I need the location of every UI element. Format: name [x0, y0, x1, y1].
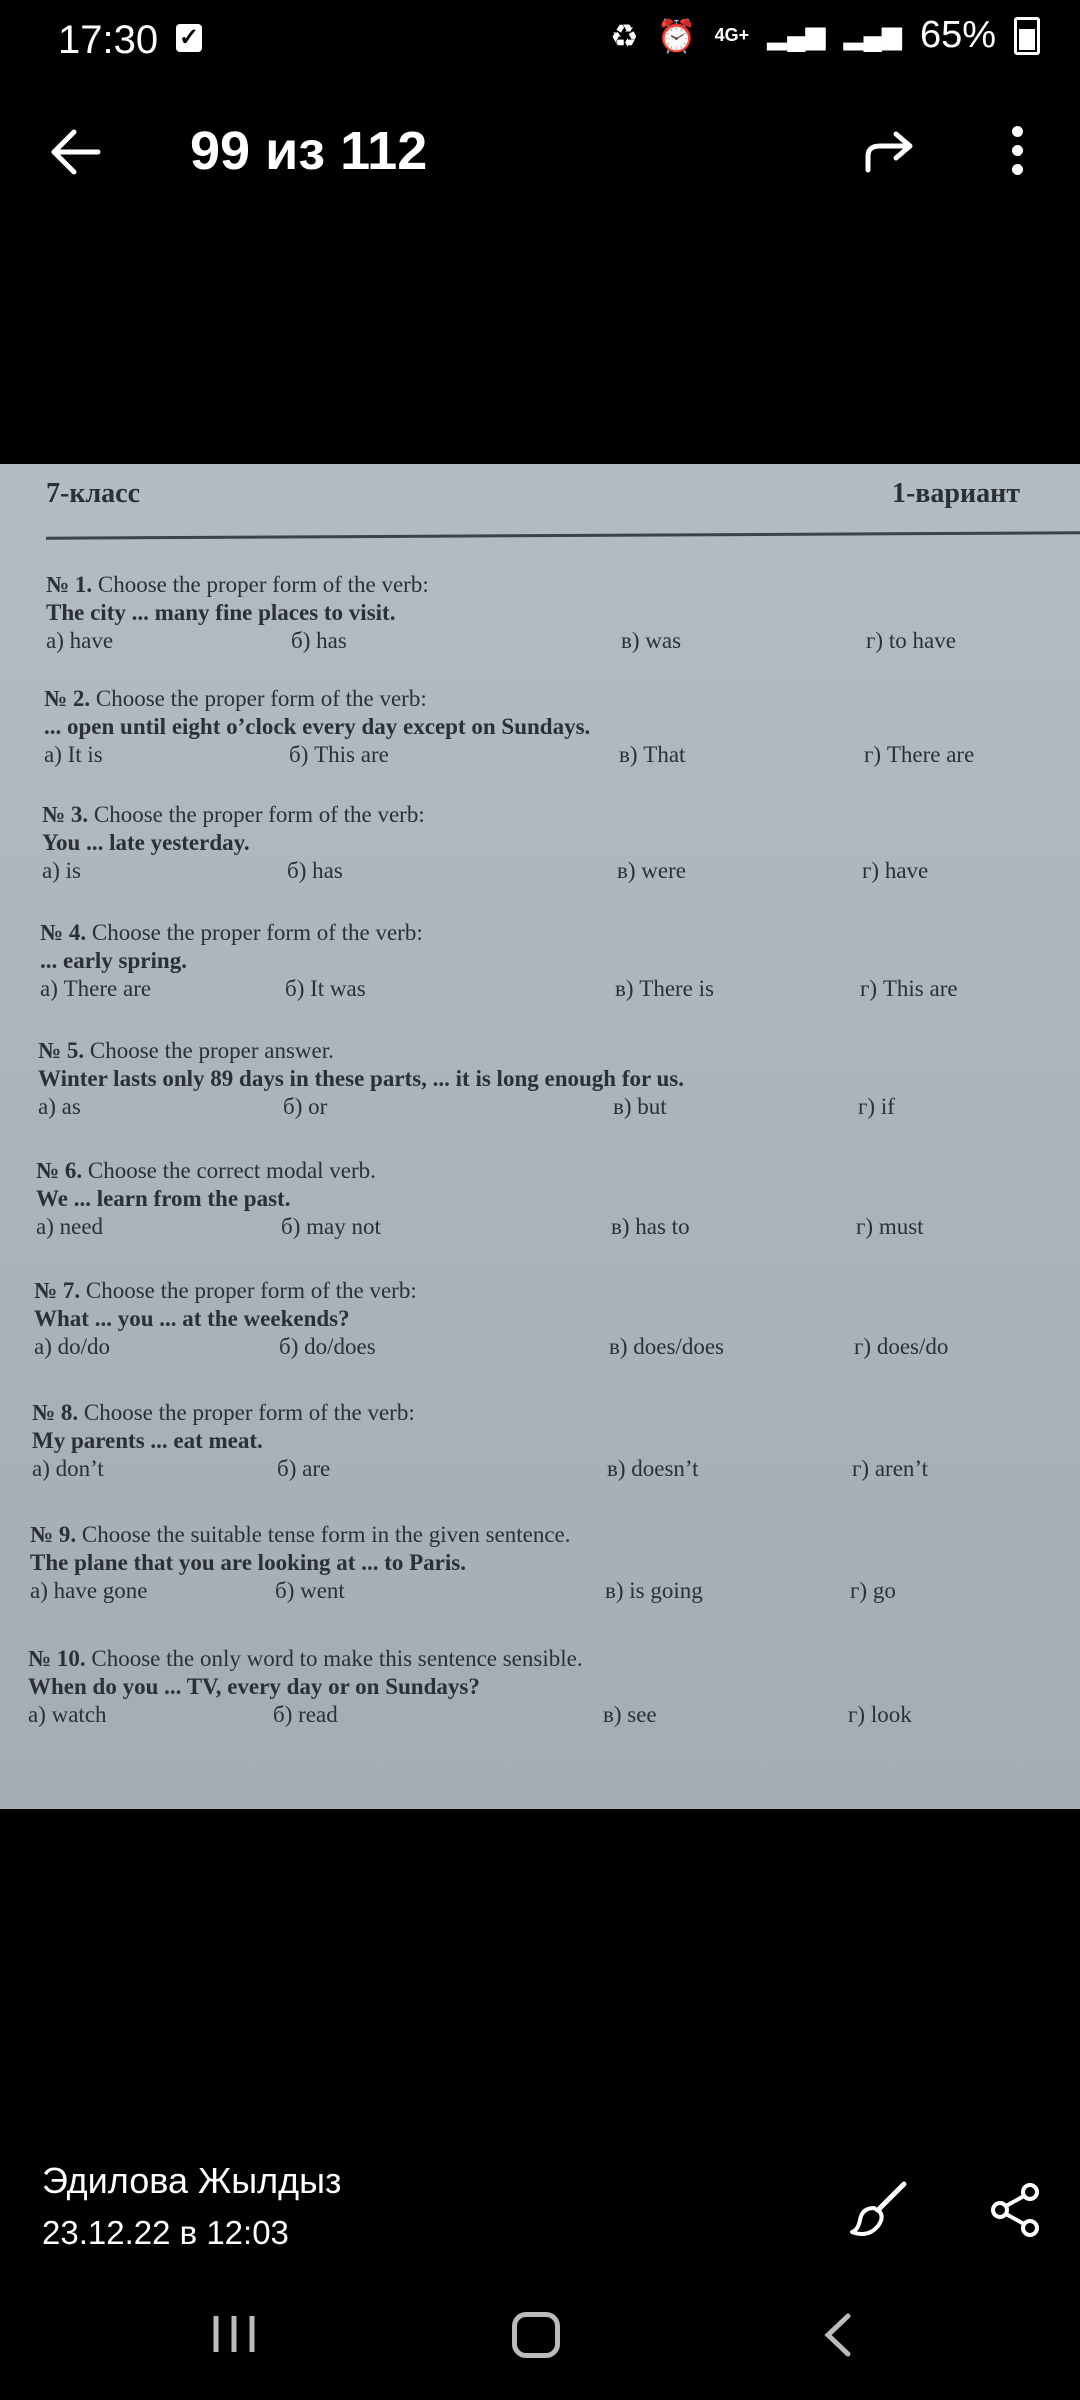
checkbox-notification-icon: ✓: [176, 24, 202, 52]
recent-apps-icon[interactable]: [210, 2314, 258, 2354]
answer-option: б) are: [277, 1456, 331, 1481]
answer-options: [40, 976, 1080, 1006]
question-sentence: Winter lasts only 89 days in these parts, ... it is long enough for us.: [38, 1066, 685, 1091]
instruction-text: Choose the proper form of the verb:: [93, 802, 425, 827]
question-instruction: [38, 1038, 1080, 1064]
answer-option: г) does/do: [854, 1334, 949, 1359]
answer-options: [44, 742, 1080, 772]
question-instruction: [40, 920, 1080, 946]
battery-percent: 65%: [919, 14, 996, 56]
answer-option: в) were: [617, 858, 686, 883]
question-number: № 1.: [46, 572, 93, 597]
answer-options: [42, 858, 1080, 888]
recycle-icon: ♻: [610, 17, 639, 54]
header-divider: [46, 531, 1080, 539]
answer-option: г) look: [848, 1702, 912, 1727]
answer-option: б) or: [283, 1094, 328, 1119]
question-sentence: When do you ... TV, every day or on Sundays?: [28, 1674, 480, 1699]
question-sentence: My parents ... eat meat.: [32, 1428, 263, 1453]
instruction-text: Choose the correct modal verb.: [87, 1158, 376, 1183]
answer-options: [38, 1094, 1080, 1124]
answer-option: а) is: [42, 858, 81, 883]
question-instruction: [30, 1522, 1080, 1548]
question-1: [0, 572, 1080, 658]
answer-option: г) aren’t: [852, 1456, 929, 1481]
question-number: № 10.: [28, 1646, 86, 1671]
answer-option: а) do/do: [34, 1334, 111, 1359]
question-instruction: [44, 686, 1080, 712]
answer-option: г) There are: [864, 742, 975, 767]
answer-options: [46, 628, 1080, 658]
author-name: Эдилова Жылдыз: [42, 2160, 342, 2201]
instruction-text: Choose the proper form of the verb:: [91, 920, 423, 945]
network-type: 4G+: [714, 25, 750, 45]
question-10: [0, 1646, 1080, 1732]
edit-brush-icon[interactable]: [848, 2178, 910, 2240]
question-number: № 3.: [42, 802, 89, 827]
question-number: № 9.: [30, 1522, 77, 1547]
more-options-icon[interactable]: [1002, 126, 1032, 182]
answer-option: б) It was: [285, 976, 366, 1001]
question-instruction: [46, 572, 1080, 598]
answer-options: [34, 1334, 1080, 1364]
answer-option: в) There is: [615, 976, 714, 1001]
answer-option: г) go: [850, 1578, 896, 1603]
answer-option: в) doesn’t: [607, 1456, 699, 1481]
question-number: № 4.: [40, 920, 87, 945]
answer-option: г) must: [856, 1214, 924, 1239]
answer-option: в) but: [613, 1094, 667, 1119]
question-instruction: [28, 1646, 1080, 1672]
instruction-text: Choose the suitable tense form in the given sentence.: [81, 1522, 571, 1547]
image-counter: 99 из 112: [190, 121, 428, 181]
answer-option: а) as: [38, 1094, 81, 1119]
answer-option: в) That: [619, 742, 686, 767]
answer-option: б) has: [287, 858, 343, 883]
answer-option: б) may not: [281, 1214, 381, 1239]
answer-option: в) has to: [611, 1214, 690, 1239]
answer-option: в) does/does: [609, 1334, 724, 1359]
answer-option: г) have: [862, 858, 929, 883]
question-number: № 6.: [36, 1158, 83, 1183]
question-sentence: ... early spring.: [40, 948, 187, 973]
answer-options: [36, 1214, 1080, 1244]
question-4: [0, 920, 1080, 1006]
answer-option: б) do/does: [279, 1334, 376, 1359]
question-number: № 8.: [32, 1400, 79, 1425]
home-icon[interactable]: [512, 2312, 560, 2358]
answer-option: б) went: [275, 1578, 345, 1603]
answer-options: [30, 1578, 1080, 1608]
answer-option: г) to have: [866, 628, 956, 653]
question-sentence: The plane that you are looking at ... to Paris.: [30, 1550, 466, 1575]
instruction-text: Choose the only word to make this sentence sensible.: [91, 1646, 583, 1671]
instruction-text: Choose the proper form of the verb:: [97, 572, 429, 597]
question-instruction: [34, 1278, 1080, 1304]
answer-option: а) It is: [44, 742, 103, 767]
nav-back-icon[interactable]: [818, 2312, 858, 2358]
answer-option: а) need: [36, 1214, 104, 1239]
question-instruction: [36, 1158, 1080, 1184]
photo-date: 23.12.22 в 12:03: [42, 2214, 289, 2251]
answer-option: б) has: [291, 628, 347, 653]
status-bar: [0, 0, 1080, 80]
question-6: [0, 1158, 1080, 1244]
question-sentence: What ... you ... at the weekends?: [34, 1306, 350, 1331]
answer-option: г) if: [858, 1094, 895, 1119]
question-9: [0, 1522, 1080, 1608]
question-instruction: [32, 1400, 1080, 1426]
question-sentence: We ... learn from the past.: [36, 1186, 291, 1211]
question-instruction: [42, 802, 1080, 828]
back-arrow-icon[interactable]: [46, 124, 106, 180]
answer-options: [28, 1702, 1080, 1732]
answer-option: в) see: [603, 1702, 657, 1727]
question-3: [0, 802, 1080, 888]
alarm-icon: ⏰: [656, 17, 697, 54]
answer-option: г) This are: [860, 976, 958, 1001]
instruction-text: Choose the proper form of the verb:: [95, 686, 427, 711]
answer-option: а) don’t: [32, 1456, 104, 1481]
question-sentence: You ... late yesterday.: [42, 830, 250, 855]
question-sentence: The city ... many fine places to visit.: [46, 600, 396, 625]
share-icon[interactable]: [990, 2182, 1040, 2238]
answer-option: а) watch: [28, 1702, 107, 1727]
answer-option: в) is going: [605, 1578, 703, 1603]
question-8: [0, 1400, 1080, 1486]
answer-option: б) read: [273, 1702, 338, 1727]
instruction-text: Choose the proper answer.: [89, 1038, 334, 1063]
question-number: № 5.: [38, 1038, 85, 1063]
answer-option: а) have: [46, 628, 114, 653]
question-5: [0, 1038, 1080, 1124]
answer-option: а) There are: [40, 976, 152, 1001]
answer-option: в) was: [621, 628, 682, 653]
signal-roaming-icon: ▂▄▆: [843, 20, 902, 50]
status-time: 17:30: [58, 18, 159, 62]
answer-option: а) have gone: [30, 1578, 148, 1603]
status-icons: [610, 14, 1040, 57]
answer-option: б) This are: [289, 742, 389, 767]
battery-icon: [1014, 17, 1040, 55]
photo-document: [0, 464, 1080, 1809]
question-7: [0, 1278, 1080, 1364]
system-nav-bar: [0, 2300, 1080, 2370]
question-sentence: ... open until eight o’clock every day except on Sundays.: [44, 714, 591, 739]
signal-icon: ▂▄▆: [767, 20, 826, 50]
instruction-text: Choose the proper form of the verb:: [85, 1278, 417, 1303]
variant-label: 1-вариант: [891, 478, 1020, 509]
question-2: [0, 686, 1080, 772]
app-bar: [0, 110, 1080, 190]
question-number: № 7.: [34, 1278, 81, 1303]
forward-icon[interactable]: [862, 126, 918, 178]
answer-options: [32, 1456, 1080, 1486]
instruction-text: Choose the proper form of the verb:: [83, 1400, 415, 1425]
question-number: № 2.: [44, 686, 91, 711]
grade-label: 7-класс: [46, 478, 141, 509]
